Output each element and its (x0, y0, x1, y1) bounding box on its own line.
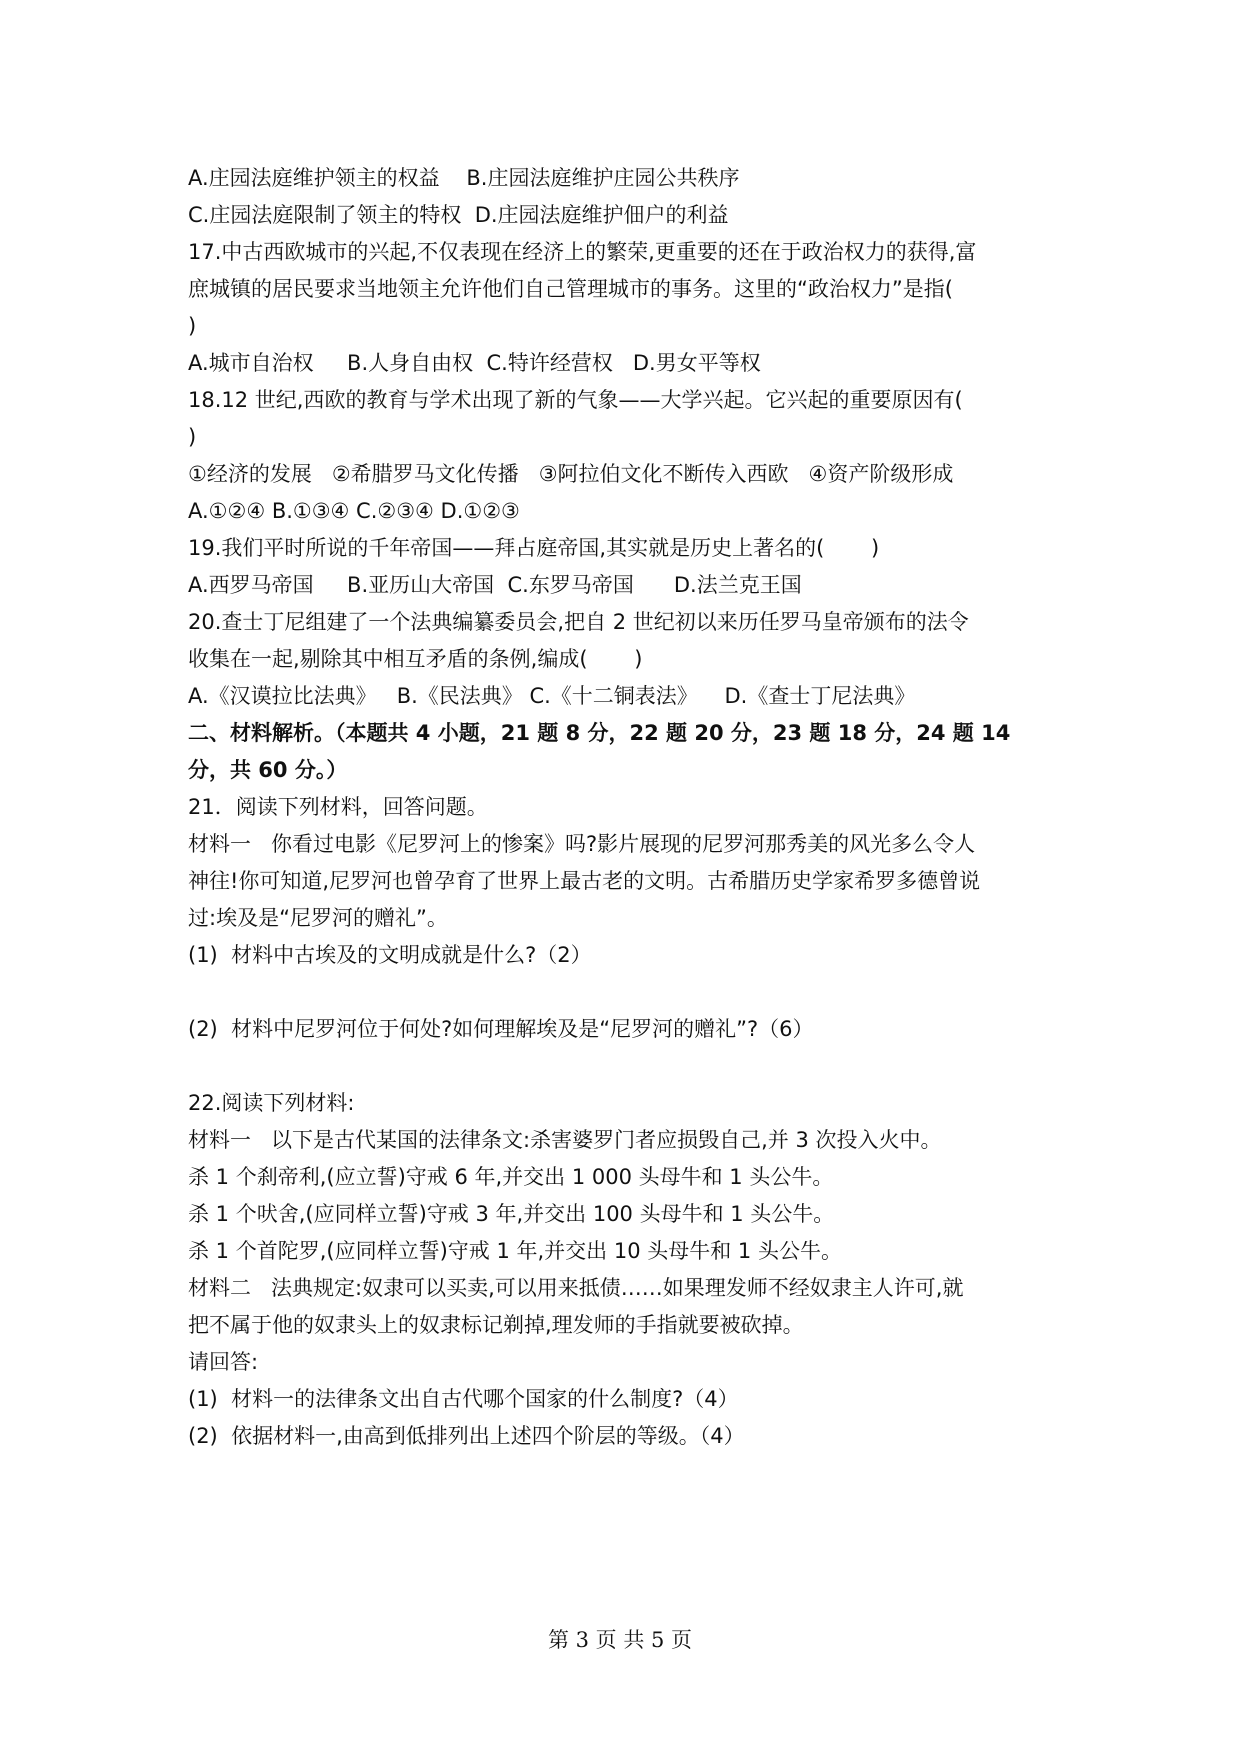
q22-subquestion-2: (2) 依据材料一,由高到低排列出上述四个阶层的等级。（4） (188, 1424, 745, 1448)
q17-stem-line-1: 17.中古西欧城市的兴起,不仅表现在经济上的繁荣,更重要的还在于政治权力的获得,富 (188, 240, 977, 264)
q20-stem-line-1: 20.查士丁尼组建了一个法典编纂委员会,把自 2 世纪初以来历任罗马皇帝颁布的法令 (188, 610, 969, 634)
q18-options: A.①②④ B.①③④ C.②③④ D.①②③ (188, 499, 520, 523)
q18-stem-line-1: 18.12 世纪,西欧的教育与学术出现了新的气象——大学兴起。它兴起的重要原因有( (188, 388, 963, 412)
q22-material1-line-3: 杀 1 个吠舍,(应同样立誓)守戒 3 年,并交出 100 头母牛和 1 头公牛。 (188, 1202, 835, 1226)
q16-options-line-2: C.庄园法庭限制了领主的特权 D.庄园法庭维护佃户的利益 (188, 203, 729, 227)
q21-subquestion-2: (2) 材料中尼罗河位于何处?如何理解埃及是“尼罗河的赠礼”?（6） (188, 1017, 814, 1041)
q20-stem-line-2: 收集在一起,剔除其中相互矛盾的条例,编成( ) (188, 647, 643, 671)
q17-options: A.城市自治权 B.人身自由权 C.特许经营权 D.男女平等权 (188, 351, 761, 375)
page-number-footer: 第 3 页 共 5 页 (547, 1628, 693, 1652)
q21-title: 21．阅读下列材料，回答问题。 (188, 795, 488, 819)
q22-subquestion-1: (1) 材料一的法律条文出自古代哪个国家的什么制度?（4） (188, 1387, 739, 1411)
answer-space (188, 974, 1068, 1011)
q22-material1-line-2: 杀 1 个刹帝利,(应立誓)守戒 6 年,并交出 1 000 头母牛和 1 头公牛。 (188, 1165, 834, 1189)
exam-page-content (188, 160, 1068, 1455)
q17-stem-line-2: 庶城镇的居民要求当地领主允许他们自己管理城市的事务。这里的“政治权力”是指( (188, 277, 953, 301)
q18-stem-line-2: ) (188, 425, 197, 449)
q22-prompt: 请回答: (188, 1350, 259, 1374)
q22-material2-line-1: 材料二 法典规定:奴隶可以买卖,可以用来抵债……如果理发师不经奴隶主人许可,就 (188, 1276, 964, 1300)
q21-material-line-1: 材料一 你看过电影《尼罗河上的惨案》吗?影片展现的尼罗河那秀美的风光多么令人 (188, 832, 976, 856)
q22-material1-line-1: 材料一 以下是古代某国的法律条文:杀害婆罗门者应损毁自己,并 3 次投入火中。 (188, 1128, 942, 1152)
q22-title: 22.阅读下列材料: (188, 1091, 355, 1115)
q19-stem: 19.我们平时所说的千年帝国——拜占庭帝国,其实就是历史上著名的( ) (188, 536, 880, 560)
q16-options-line-1: A.庄园法庭维护领主的权益 B.庄园法庭维护庄园公共秩序 (188, 166, 740, 190)
q18-items: ①经济的发展 ②希腊罗马文化传播 ③阿拉伯文化不断传入西欧 ④资产阶级形成 (188, 462, 954, 486)
section2-heading-line-2: 分，共 60 分。） (188, 758, 348, 782)
section2-heading-line-1: 二、材料解析。（本题共 4 小题，21 题 8 分，22 题 20 分，23 题 18 分，24 题 14 (188, 721, 1011, 745)
q22-material1-line-4: 杀 1 个首陀罗,(应同样立誓)守戒 1 年,并交出 10 头母牛和 1 头公牛。 (188, 1239, 842, 1263)
q20-options: A.《汉谟拉比法典》 B.《民法典》 C.《十二铜表法》 D.《查士丁尼法典》 (188, 684, 916, 708)
q17-stem-line-3: ) (188, 314, 197, 338)
q19-options: A.西罗马帝国 B.亚历山大帝国 C.东罗马帝国 D.法兰克王国 (188, 573, 802, 597)
q21-material-line-3: 过:埃及是“尼罗河的赠礼”。 (188, 906, 448, 930)
q22-material2-line-2: 把不属于他的奴隶头上的奴隶标记剃掉,理发师的手指就要被砍掉。 (188, 1313, 804, 1337)
answer-space (188, 1048, 1068, 1085)
q21-subquestion-1: (1) 材料中古埃及的文明成就是什么?（2） (188, 943, 592, 967)
q21-material-line-2: 神往!你可知道,尼罗河也曾孕育了世界上最古老的文明。古希腊历史学家希罗多德曾说 (188, 869, 981, 893)
